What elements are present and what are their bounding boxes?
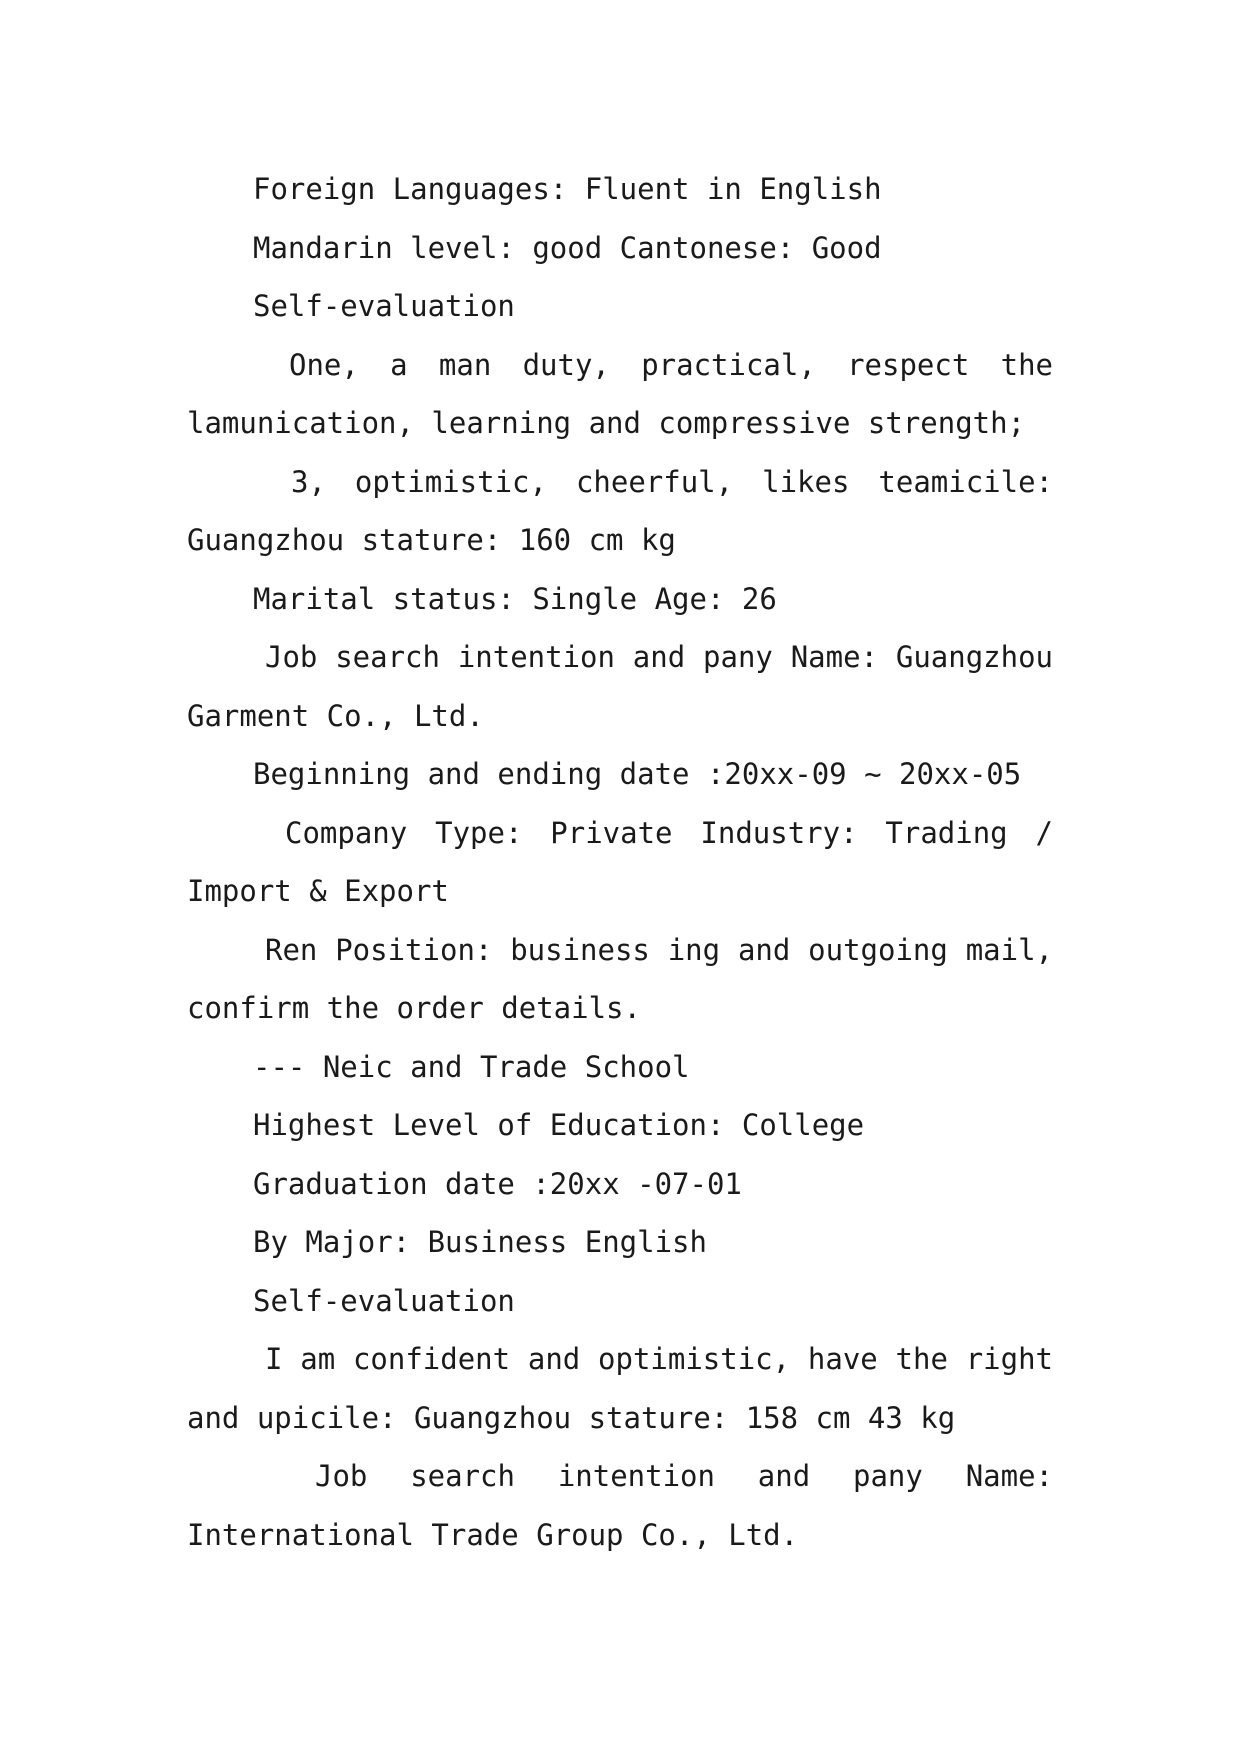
section-heading: Self-evaluation (253, 1283, 515, 1318)
text-line: International Trade Group Co., Ltd. (187, 1517, 799, 1552)
text-line: --- Neic and Trade School (253, 1049, 690, 1084)
text-line: Foreign Languages: Fluent in English (253, 172, 882, 206)
text-line: Guangzhou stature: 160 cm kg (187, 523, 676, 557)
text-line: Import & Export (187, 874, 449, 908)
text-line: Highest Level of Education: College (253, 1108, 865, 1142)
text-line: Company Type: Private Industry: Trading / (285, 815, 1053, 850)
text-line: and upicile: Guangzhou stature: 158 cm 43 kg (187, 1400, 956, 1435)
text-line: Mandarin level: good Cantonese: Good (253, 230, 882, 265)
document-body (187, 160, 1053, 1564)
text-line: Job search intention and pany Name: (315, 1459, 1053, 1493)
text-line: I am confident and optimistic, have the right (265, 1342, 1053, 1376)
text-line: 3, optimistic, cheerful, likes teamicile: (291, 464, 1053, 499)
text-line: Ren Position: business ing and outgoing mail, (265, 932, 1053, 967)
text-line: Marital status: Single Age: 26 (253, 581, 777, 616)
text-line: By Major: Business English (253, 1225, 707, 1259)
text-line: Job search intention and pany Name: Guangzhou (265, 640, 1053, 674)
text-line: lamunication, learning and compressive strength; (187, 406, 1026, 440)
text-line: Garment Co., Ltd. (187, 698, 484, 733)
text-line: One, a man duty, practical, respect the (289, 347, 1053, 382)
section-heading: Self-evaluation (253, 289, 515, 323)
text-line: confirm the order details. (187, 991, 641, 1025)
text-line: Beginning and ending date :20xx-09 ~ 20xx-05 (253, 757, 1022, 791)
text-line: Graduation date :20xx -07-01 (253, 1166, 742, 1201)
